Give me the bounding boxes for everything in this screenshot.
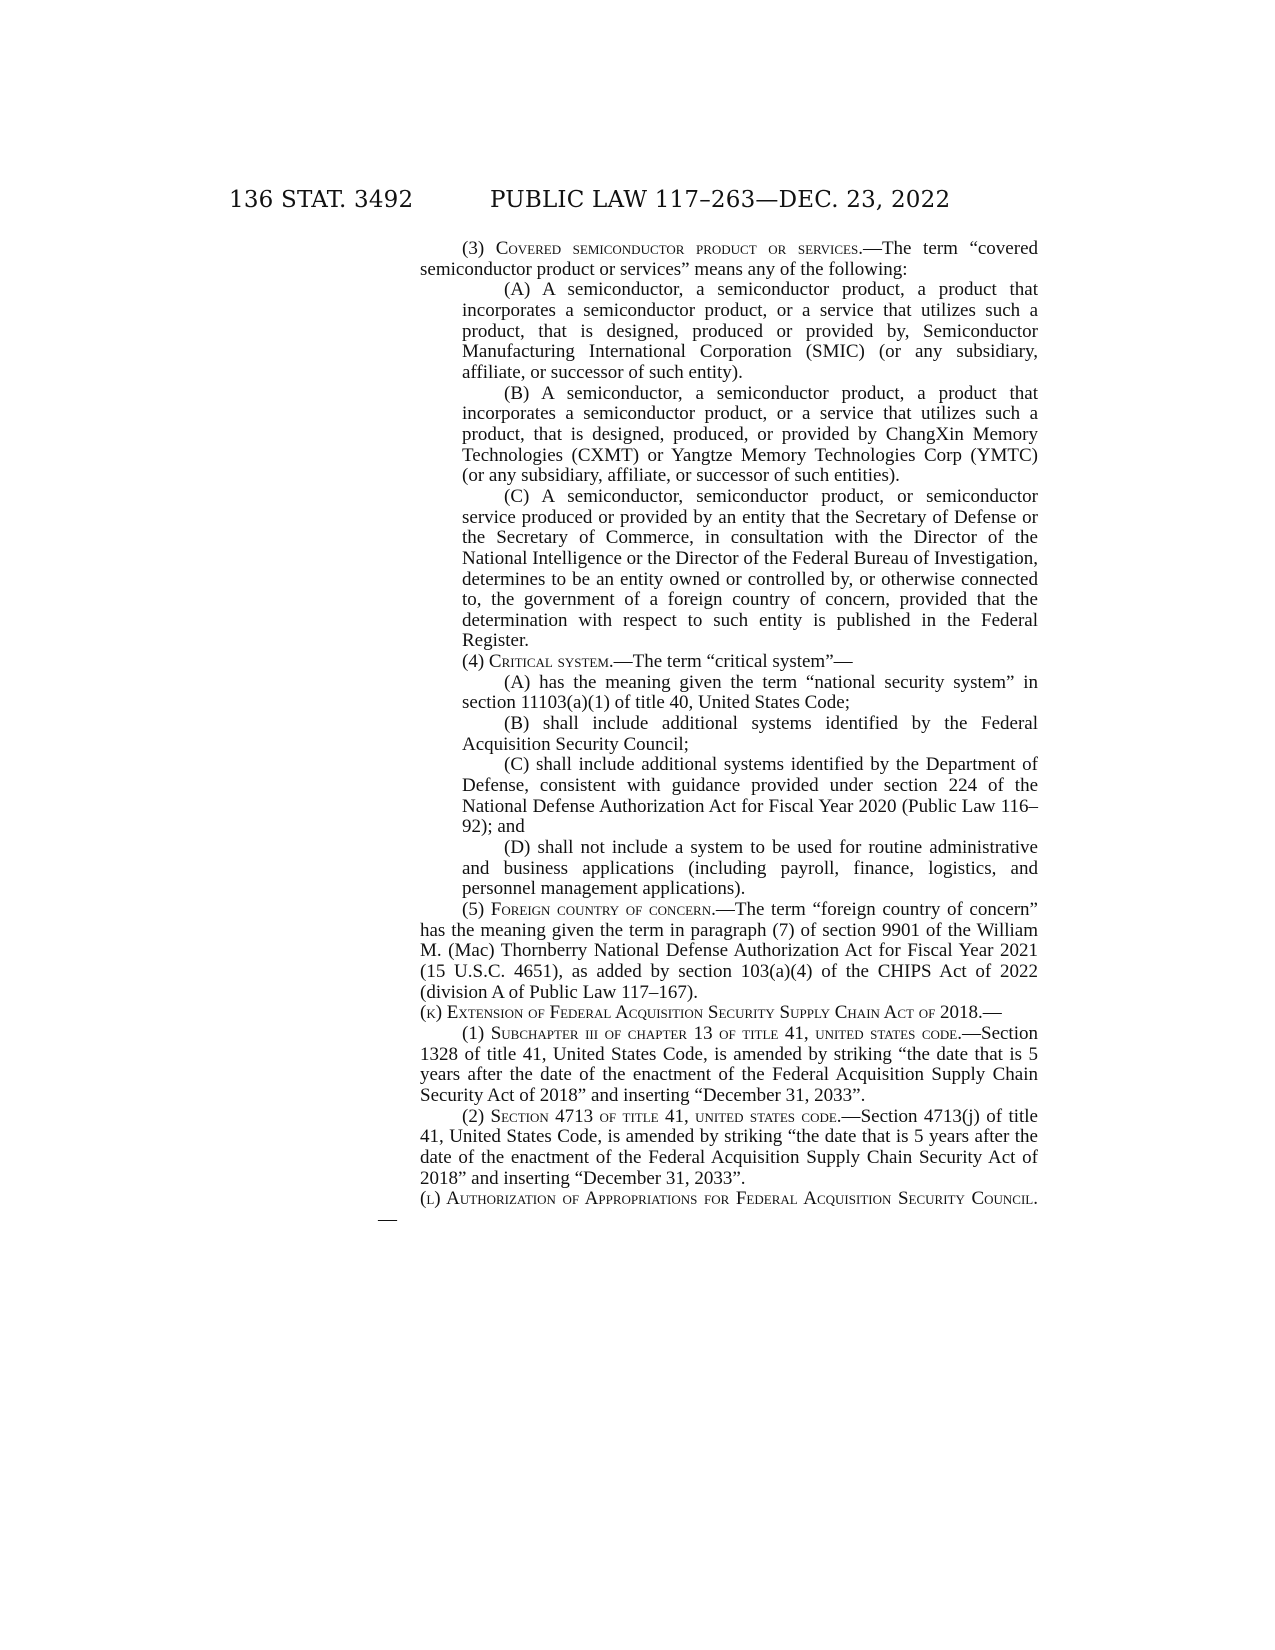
paragraph-3C: (C) A semiconductor, semiconductor product, or semiconductor service produced or provided by an entity that the Secretary of Defense or the Secretary of Commerce, in consultation with the Director of the National Intelligence or the Director of the Federal Bureau of Investigation, determines to be an entity owned or controlled by, or otherwise connected to, the government of a foreign country of concern, provided that the determination with respect to such entity is published in the Federal Register. — [462, 485, 1038, 652]
paragraph-k2-heading: (2) Section 4713 of title 41, united states code.— — [462, 1105, 861, 1127]
running-head-title: PUBLIC LAW 117–263—DEC. 23, 2022 — [490, 187, 951, 213]
subsection-k-heading-text: (k) Extension of Federal Acquisition Security Supply Chain Act of 2018.— — [420, 1002, 1002, 1024]
document-body — [378, 239, 1038, 1231]
paragraph-3B: (B) A semiconductor, a semiconductor product, a product that incorporates a semiconductor product, or a service that utilizes such a product, that is designed, produced, or provided by ChangXin Memory Technologies (CXMT) or Yangtze Memory Technologies Corp (YMTC) (or any subsidiary, affiliate, or successor of such entities). — [462, 382, 1038, 487]
paragraph-k1-heading: (1) Subchapter iii of chapter 13 of title 41, united states code.— — [462, 1022, 981, 1044]
paragraph-4C: (C) shall include additional systems identified by the Department of Defense, consistent with guidance provided under section 224 of the National Defense Authorization Act for Fiscal Year 2020 (Public Law 116–92); and — [462, 754, 1038, 838]
paragraph-k1-text: Section 1328 of title 41, United States Code, is amended by striking “the date that is 5 years after the date of the enactment of the Federal Acquisition Supply Chain Security Act of 2018” and inserting “December 31, 2033”. — [420, 1022, 1038, 1106]
paragraph-4-text: The term “critical system”— — [632, 651, 853, 673]
paragraph-4A: (A) has the meaning given the term “national security system” in section 11103(a)(1) of title 40, United States Code; — [462, 671, 1038, 714]
paragraph-5 — [378, 900, 1038, 1003]
paragraph-4 — [378, 652, 1038, 673]
subsection-l-heading — [378, 1189, 1038, 1230]
paragraph-5-heading: (5) Foreign country of concern.— — [462, 899, 735, 920]
subsection-l-heading-text: (l) Authorization of Appropriations for Federal Acquisition Security Council.— — [378, 1188, 1038, 1230]
paragraph-3 — [378, 239, 1038, 280]
paragraph-4D: (D) shall not include a system to be used for routine administrative and business applications (including payroll, finance, logistics, and personnel management applications). — [462, 837, 1038, 900]
paragraph-3-heading: (3) Covered semiconductor product or services.— — [462, 238, 882, 259]
paragraph-4-heading: (4) Critical system.— — [462, 651, 633, 673]
page-stat-number: 136 STAT. 3492 — [229, 187, 414, 213]
paragraph-k2-text: Section 4713(j) of title 41, United States Code, is amended by striking “the date that is 5 years after the date of the enactment of the Federal Acquisition Supply Chain Security Act of 2018” and inserting “December 31, 2033”. — [420, 1105, 1038, 1189]
paragraph-3A: (A) A semiconductor, a semiconductor product, a product that incorporates a semiconductor product, or a service that utilizes such a product, that is designed, produced or provided by, Semiconductor Manufacturing International Corporation (SMIC) (or any subsidiary, affiliate, or successor of such entity). — [462, 279, 1038, 383]
paragraph-k1 — [378, 1024, 1038, 1107]
paragraph-k2 — [378, 1107, 1038, 1190]
paragraph-4B: (B) shall include additional systems identified by the Federal Acquisition Security Council; — [462, 713, 1038, 755]
subsection-k-heading — [378, 1003, 1038, 1024]
paragraph-3-text: The term “covered semiconductor product or services” means any of the following: — [420, 238, 1039, 280]
paragraph-5-text: The term “foreign country of concern” has the meaning given the term in paragraph (7) of section 9901 of the William M. (Mac) Thornberry National Defense Authorization Act for Fiscal Year 2021 (15 U.S.C. 4651), as added by section 103(a)(4) of the CHIPS Act of 2022 (division A of Public Law 117–167). — [420, 899, 1038, 1003]
